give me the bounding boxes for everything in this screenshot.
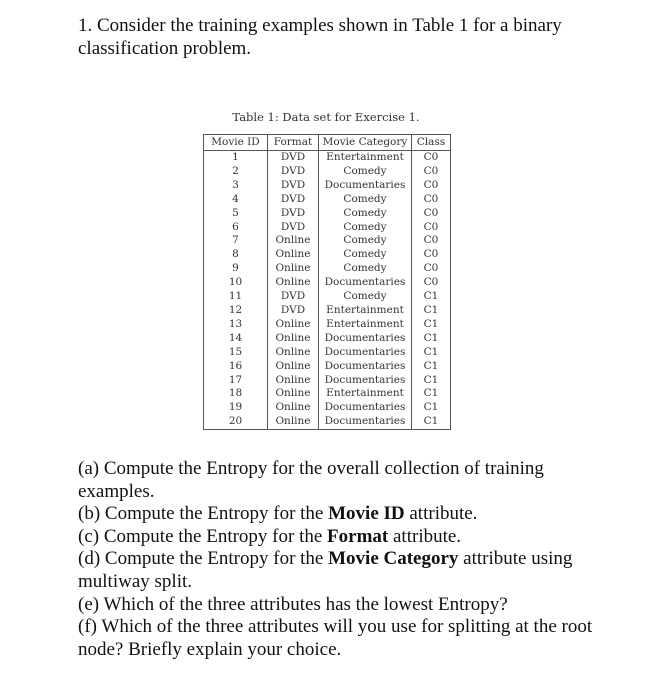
cell-class: C0 — [412, 193, 451, 207]
cell-movie-id: 14 — [204, 332, 268, 346]
cell-class: C0 — [412, 262, 451, 276]
cell-format: Online — [268, 387, 319, 401]
cell-movie-id: 9 — [204, 262, 268, 276]
cell-class: C1 — [412, 360, 451, 374]
cell-movie-category: Comedy — [319, 234, 412, 248]
table-row — [204, 151, 451, 165]
table-row — [204, 318, 451, 332]
cell-movie-id: 4 — [204, 193, 268, 207]
header-format: Format — [268, 135, 319, 151]
cell-format: DVD — [268, 207, 319, 221]
cell-class: C0 — [412, 151, 451, 165]
cell-movie-id: 5 — [204, 207, 268, 221]
cell-movie-id: 19 — [204, 401, 268, 415]
cell-movie-category: Comedy — [319, 221, 412, 235]
cell-movie-category: Documentaries — [319, 415, 412, 429]
part-d-suffix: attribute using multiway split. — [78, 548, 573, 592]
table-row — [204, 374, 451, 388]
cell-class: C1 — [412, 415, 451, 429]
cell-movie-id: 10 — [204, 276, 268, 290]
cell-movie-id: 18 — [204, 387, 268, 401]
cell-class: C1 — [412, 318, 451, 332]
header-movie-id: Movie ID — [204, 135, 268, 151]
cell-format: DVD — [268, 193, 319, 207]
table-row — [204, 234, 451, 248]
cell-movie-category: Entertainment — [319, 387, 412, 401]
cell-format: Online — [268, 262, 319, 276]
cell-format: Online — [268, 276, 319, 290]
cell-movie-category: Comedy — [319, 207, 412, 221]
cell-format: Online — [268, 360, 319, 374]
table-row — [204, 248, 451, 262]
cell-movie-category: Entertainment — [319, 318, 412, 332]
cell-movie-id: 6 — [204, 221, 268, 235]
table-row — [204, 304, 451, 318]
part-b — [78, 503, 598, 526]
cell-movie-id: 3 — [204, 179, 268, 193]
part-d-bold: Movie Category — [328, 548, 459, 570]
cell-class: C0 — [412, 179, 451, 193]
cell-format: Online — [268, 415, 319, 429]
cell-movie-id: 15 — [204, 346, 268, 360]
part-c-suffix: attribute. — [388, 525, 462, 547]
cell-format: Online — [268, 248, 319, 262]
table-row — [204, 346, 451, 360]
part-c — [78, 526, 598, 549]
table-row — [204, 401, 451, 415]
table-row — [204, 207, 451, 221]
header-row — [204, 135, 451, 151]
cell-class: C0 — [412, 234, 451, 248]
cell-format: DVD — [268, 221, 319, 235]
cell-format: Online — [268, 318, 319, 332]
part-b-suffix: attribute. — [404, 503, 478, 525]
cell-class: C1 — [412, 304, 451, 318]
cell-movie-id: 1 — [204, 151, 268, 165]
header-class: Class — [412, 135, 451, 151]
cell-format: DVD — [268, 179, 319, 193]
part-b-prefix: (b) Compute the Entropy for the — [78, 503, 329, 525]
question-intro: 1. Consider the training examples shown in Table 1 for a binary classification problem. — [78, 15, 562, 59]
cell-format: Online — [268, 401, 319, 415]
cell-movie-id: 16 — [204, 360, 268, 374]
cell-movie-category: Comedy — [319, 165, 412, 179]
part-d — [78, 548, 598, 593]
cell-movie-category: Comedy — [319, 290, 412, 304]
cell-movie-category: Documentaries — [319, 374, 412, 388]
cell-movie-category: Documentaries — [319, 179, 412, 193]
cell-movie-category: Documentaries — [319, 332, 412, 346]
cell-class: C1 — [412, 290, 451, 304]
table-row — [204, 179, 451, 193]
cell-movie-id: 11 — [204, 290, 268, 304]
table-row — [204, 165, 451, 179]
cell-format: Online — [268, 234, 319, 248]
cell-format: DVD — [268, 290, 319, 304]
table-header — [204, 135, 451, 151]
cell-format: Online — [268, 346, 319, 360]
part-e: (e) Which of the three attributes has the lowest Entropy? — [78, 593, 508, 615]
question-parts — [78, 458, 598, 661]
table-row — [204, 290, 451, 304]
cell-movie-id: 7 — [204, 234, 268, 248]
cell-movie-id: 2 — [204, 165, 268, 179]
cell-class: C1 — [412, 374, 451, 388]
cell-movie-category: Documentaries — [319, 360, 412, 374]
cell-movie-category: Entertainment — [319, 304, 412, 318]
table-row — [204, 276, 451, 290]
cell-format: DVD — [268, 165, 319, 179]
cell-format: DVD — [268, 304, 319, 318]
part-c-bold: Format — [327, 525, 389, 547]
part-f: (f) Which of the three attributes will you use for splitting at the root node? Briefly explain your choice. — [78, 616, 593, 660]
cell-movie-category: Documentaries — [319, 346, 412, 360]
cell-class: C1 — [412, 346, 451, 360]
cell-class: C0 — [412, 165, 451, 179]
table-row — [204, 387, 451, 401]
data-table — [203, 134, 451, 430]
cell-format: Online — [268, 332, 319, 346]
cell-movie-category: Comedy — [319, 193, 412, 207]
cell-class: C1 — [412, 387, 451, 401]
header-movie-category: Movie Category — [319, 135, 412, 151]
part-c-prefix: (c) Compute the Entropy for the — [78, 525, 328, 547]
table-caption: Table 1: Data set for Exercise 1. — [232, 110, 420, 124]
part-d-prefix: (d) Compute the Entropy for the — [78, 548, 329, 570]
table-row — [204, 221, 451, 235]
table-body — [204, 151, 451, 430]
cell-movie-id: 17 — [204, 374, 268, 388]
cell-movie-id: 13 — [204, 318, 268, 332]
table-row — [204, 332, 451, 346]
part-a: (a) Compute the Entropy for the overall collection of training examples. — [78, 458, 544, 502]
cell-movie-id: 12 — [204, 304, 268, 318]
part-b-bold: Movie ID — [328, 503, 405, 525]
table-row — [204, 262, 451, 276]
cell-class: C1 — [412, 332, 451, 346]
cell-class: C0 — [412, 276, 451, 290]
cell-movie-id: 8 — [204, 248, 268, 262]
cell-format: DVD — [268, 151, 319, 165]
table-row — [204, 360, 451, 374]
cell-format: Online — [268, 374, 319, 388]
cell-class: C0 — [412, 207, 451, 221]
cell-class: C0 — [412, 221, 451, 235]
cell-movie-category: Comedy — [319, 262, 412, 276]
table-row — [204, 415, 451, 429]
cell-movie-category: Entertainment — [319, 151, 412, 165]
cell-movie-category: Comedy — [319, 248, 412, 262]
table-row — [204, 193, 451, 207]
cell-movie-id: 20 — [204, 415, 268, 429]
cell-class: C0 — [412, 248, 451, 262]
cell-movie-category: Documentaries — [319, 276, 412, 290]
cell-movie-category: Documentaries — [319, 401, 412, 415]
cell-class: C1 — [412, 401, 451, 415]
